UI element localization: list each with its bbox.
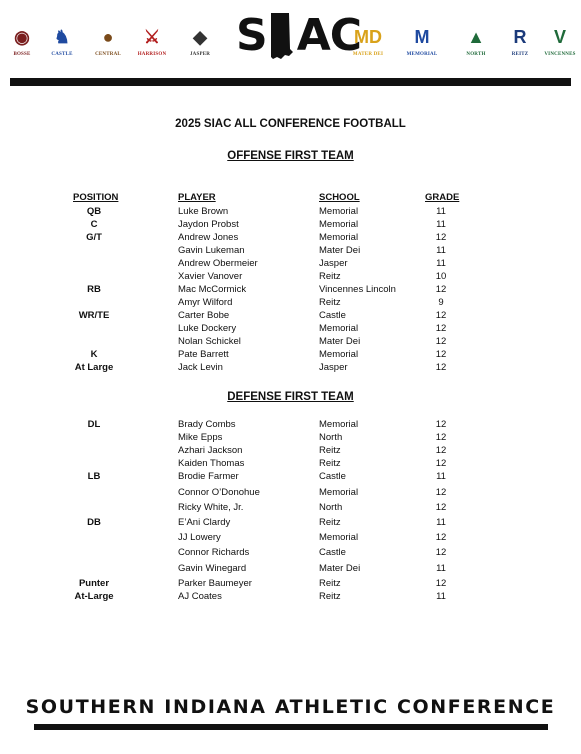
school-logo (132, 24, 172, 57)
position-cell: At Large (74, 362, 114, 373)
player-cell: Parker Baumeyer (178, 578, 252, 589)
player-cell: Xavier Vanover (178, 271, 243, 282)
position-cell: DL (87, 419, 101, 430)
table-row (0, 471, 581, 483)
player-cell: Jaydon Probst (178, 219, 239, 230)
table-row (0, 245, 581, 257)
school-logo-caption: MEMORIAL (406, 52, 438, 57)
table-row (0, 445, 581, 457)
siac-wordmark (236, 8, 361, 64)
school-cell: Memorial (319, 206, 359, 217)
player-cell: Nolan Schickel (178, 336, 241, 347)
school-logo (88, 24, 128, 57)
table-row (0, 323, 581, 335)
grade-cell: 11 (436, 245, 446, 256)
school-logo-caption: NORTH (466, 52, 486, 57)
player-cell: AJ Coates (178, 591, 222, 602)
grade-cell: 12 (435, 432, 447, 443)
school-cell: Memorial (319, 419, 359, 430)
grade-cell: 12 (435, 284, 447, 295)
school-logo-caption: HARRISON (137, 52, 167, 57)
position-cell: WR/TE (78, 310, 110, 321)
grade-cell: 12 (435, 362, 447, 373)
school-cell: Memorial (319, 487, 359, 498)
grade-cell: 12 (435, 445, 447, 456)
column-header-grade: GRADE (425, 192, 460, 203)
position-cell: K (90, 349, 98, 360)
grade-cell: 11 (436, 517, 446, 528)
player-cell: Amyr Wilford (178, 297, 233, 308)
table-row (0, 487, 581, 499)
grade-cell: 12 (435, 547, 447, 558)
school-logo-caption: CENTRAL (95, 52, 121, 57)
grade-cell: 11 (436, 219, 446, 230)
school-cell: Castle (319, 310, 346, 321)
school-logo (456, 24, 496, 57)
position-cell: QB (86, 206, 102, 217)
table-row (0, 502, 581, 514)
grade-cell: 11 (436, 258, 446, 269)
player-cell: Gavin Lukeman (178, 245, 245, 256)
school-logo (180, 24, 220, 57)
position-cell: LB (87, 471, 101, 482)
grade-cell: 11 (436, 591, 446, 602)
player-cell: Carter Bobe (178, 310, 230, 321)
player-cell: Kaiden Thomas (178, 458, 245, 469)
position-cell: At-Large (74, 591, 114, 602)
column-header-school: SCHOOL (319, 192, 360, 203)
grade-cell: 12 (435, 232, 447, 243)
school-logo (540, 24, 580, 57)
school-cell: Reitz (319, 445, 341, 456)
school-cell: Reitz (319, 591, 341, 602)
bear-icon: ● (102, 26, 114, 47)
school-cell: Castle (319, 471, 346, 482)
grade-cell: 12 (435, 323, 447, 334)
document-title: 2025 SIAC ALL CONFERENCE FOOTBALL (175, 118, 406, 130)
school-cell: Reitz (319, 297, 341, 308)
table-row (0, 563, 581, 575)
table-row (0, 310, 581, 322)
school-logo-caption: REITZ (511, 52, 529, 57)
player-cell: Mike Epps (178, 432, 223, 443)
v-icon: V (553, 26, 566, 47)
school-cell: Jasper (319, 362, 348, 373)
school-logo-caption: CASTLE (51, 52, 73, 57)
grade-cell: 12 (435, 502, 447, 513)
school-cell: Memorial (319, 232, 359, 243)
school-cell: Memorial (319, 349, 359, 360)
table-row (0, 419, 581, 431)
school-logo-caption: BOSSE (13, 52, 31, 57)
table-row (0, 284, 581, 296)
school-cell: Jasper (319, 258, 348, 269)
school-logo-caption: MATER DEI (352, 52, 384, 57)
player-cell: Jack Levin (178, 362, 223, 373)
header-rule (10, 78, 571, 86)
warrior-icon: ⚔ (143, 26, 161, 47)
position-cell: DB (87, 517, 101, 528)
player-cell: JJ Lowery (178, 532, 221, 543)
school-cell: Vincennes Lincoln (319, 284, 396, 295)
player-cell: Connor O’Donohue (178, 487, 260, 498)
table-row (0, 432, 581, 444)
player-cell: Andrew Jones (178, 232, 239, 243)
grade-cell: 11 (436, 563, 446, 574)
grade-cell: 12 (435, 578, 447, 589)
school-cell: Mater Dei (319, 245, 361, 256)
player-cell: Ricky White, Jr. (178, 502, 244, 513)
position-cell: Punter (78, 578, 110, 589)
player-cell: Azhari Jackson (178, 445, 243, 456)
knight-icon: ♞ (53, 26, 71, 47)
grade-cell: 11 (436, 471, 446, 482)
player-cell: Gavin Winegard (178, 563, 247, 574)
table-row (0, 547, 581, 559)
grade-cell: 12 (435, 310, 447, 321)
table-row (0, 517, 581, 529)
school-logo-caption: JASPER (189, 52, 211, 57)
school-cell: Mater Dei (319, 336, 361, 347)
table-row (0, 458, 581, 470)
school-cell: North (319, 432, 343, 443)
school-cell: North (319, 502, 343, 513)
player-cell: Brodie Farmer (178, 471, 239, 482)
grade-cell: 12 (435, 336, 447, 347)
table-row (0, 297, 581, 309)
table-row (0, 591, 581, 603)
school-cell: Mater Dei (319, 563, 361, 574)
school-cell: Reitz (319, 458, 341, 469)
position-cell: G/T (86, 232, 102, 243)
table-row (0, 206, 581, 218)
column-header-player: PLAYER (178, 192, 216, 203)
position-cell: C (90, 219, 98, 230)
player-cell: Luke Dockery (178, 323, 237, 334)
footer-rule (34, 724, 548, 730)
table-row (0, 271, 581, 283)
defense-heading: DEFENSE FIRST TEAM (227, 391, 354, 403)
table-row (0, 336, 581, 348)
siac-letter-s: S (236, 10, 267, 61)
grade-cell: 12 (435, 532, 447, 543)
indiana-state-icon (269, 11, 295, 61)
grade-cell: 12 (435, 458, 447, 469)
grade-cell: 9 (438, 297, 444, 308)
table-row (0, 578, 581, 590)
position-cell: RB (87, 284, 101, 295)
table-row (0, 232, 581, 244)
table-row (0, 349, 581, 361)
siac-letters-ac: AC (296, 10, 362, 61)
grade-cell: 10 (435, 271, 447, 282)
conference-name-footer: SOUTHERN INDIANA ATHLETIC CONFERENCE (25, 696, 556, 718)
school-logo (402, 24, 442, 57)
m-icon: M (414, 26, 430, 47)
offense-heading: OFFENSE FIRST TEAM (227, 150, 354, 162)
school-logo (42, 24, 82, 57)
grade-cell: 11 (436, 206, 446, 217)
grade-cell: 12 (435, 349, 447, 360)
column-header-position: POSITION (73, 192, 119, 203)
player-cell: Connor Richards (178, 547, 250, 558)
player-cell: Brady Combs (178, 419, 236, 430)
player-cell: Andrew Obermeier (178, 258, 258, 269)
school-cell: Memorial (319, 323, 359, 334)
school-cell: Memorial (319, 219, 359, 230)
grade-cell: 12 (435, 419, 447, 430)
school-cell: Reitz (319, 271, 341, 282)
school-logo-caption: VINCENNES (544, 52, 576, 57)
wildcat-icon: ◆ (193, 26, 207, 47)
grade-cell: 12 (435, 487, 447, 498)
table-row (0, 362, 581, 374)
table-row (0, 219, 581, 231)
table-row (0, 532, 581, 544)
school-logo (2, 24, 42, 57)
player-cell: Luke Brown (178, 206, 229, 217)
r-icon: R (513, 26, 527, 47)
school-logo (500, 24, 540, 57)
player-cell: Pate Barrett (178, 349, 229, 360)
school-cell: Reitz (319, 578, 341, 589)
school-cell: Memorial (319, 532, 359, 543)
school-cell: Reitz (319, 517, 341, 528)
bulldog-icon: ◉ (14, 26, 30, 47)
husky-icon: ▲ (467, 26, 485, 47)
table-row (0, 258, 581, 270)
player-cell: Mac McCormick (178, 284, 247, 295)
player-cell: E’Ani Clardy (178, 517, 231, 528)
md-icon: MD (354, 26, 382, 47)
school-cell: Castle (319, 547, 346, 558)
